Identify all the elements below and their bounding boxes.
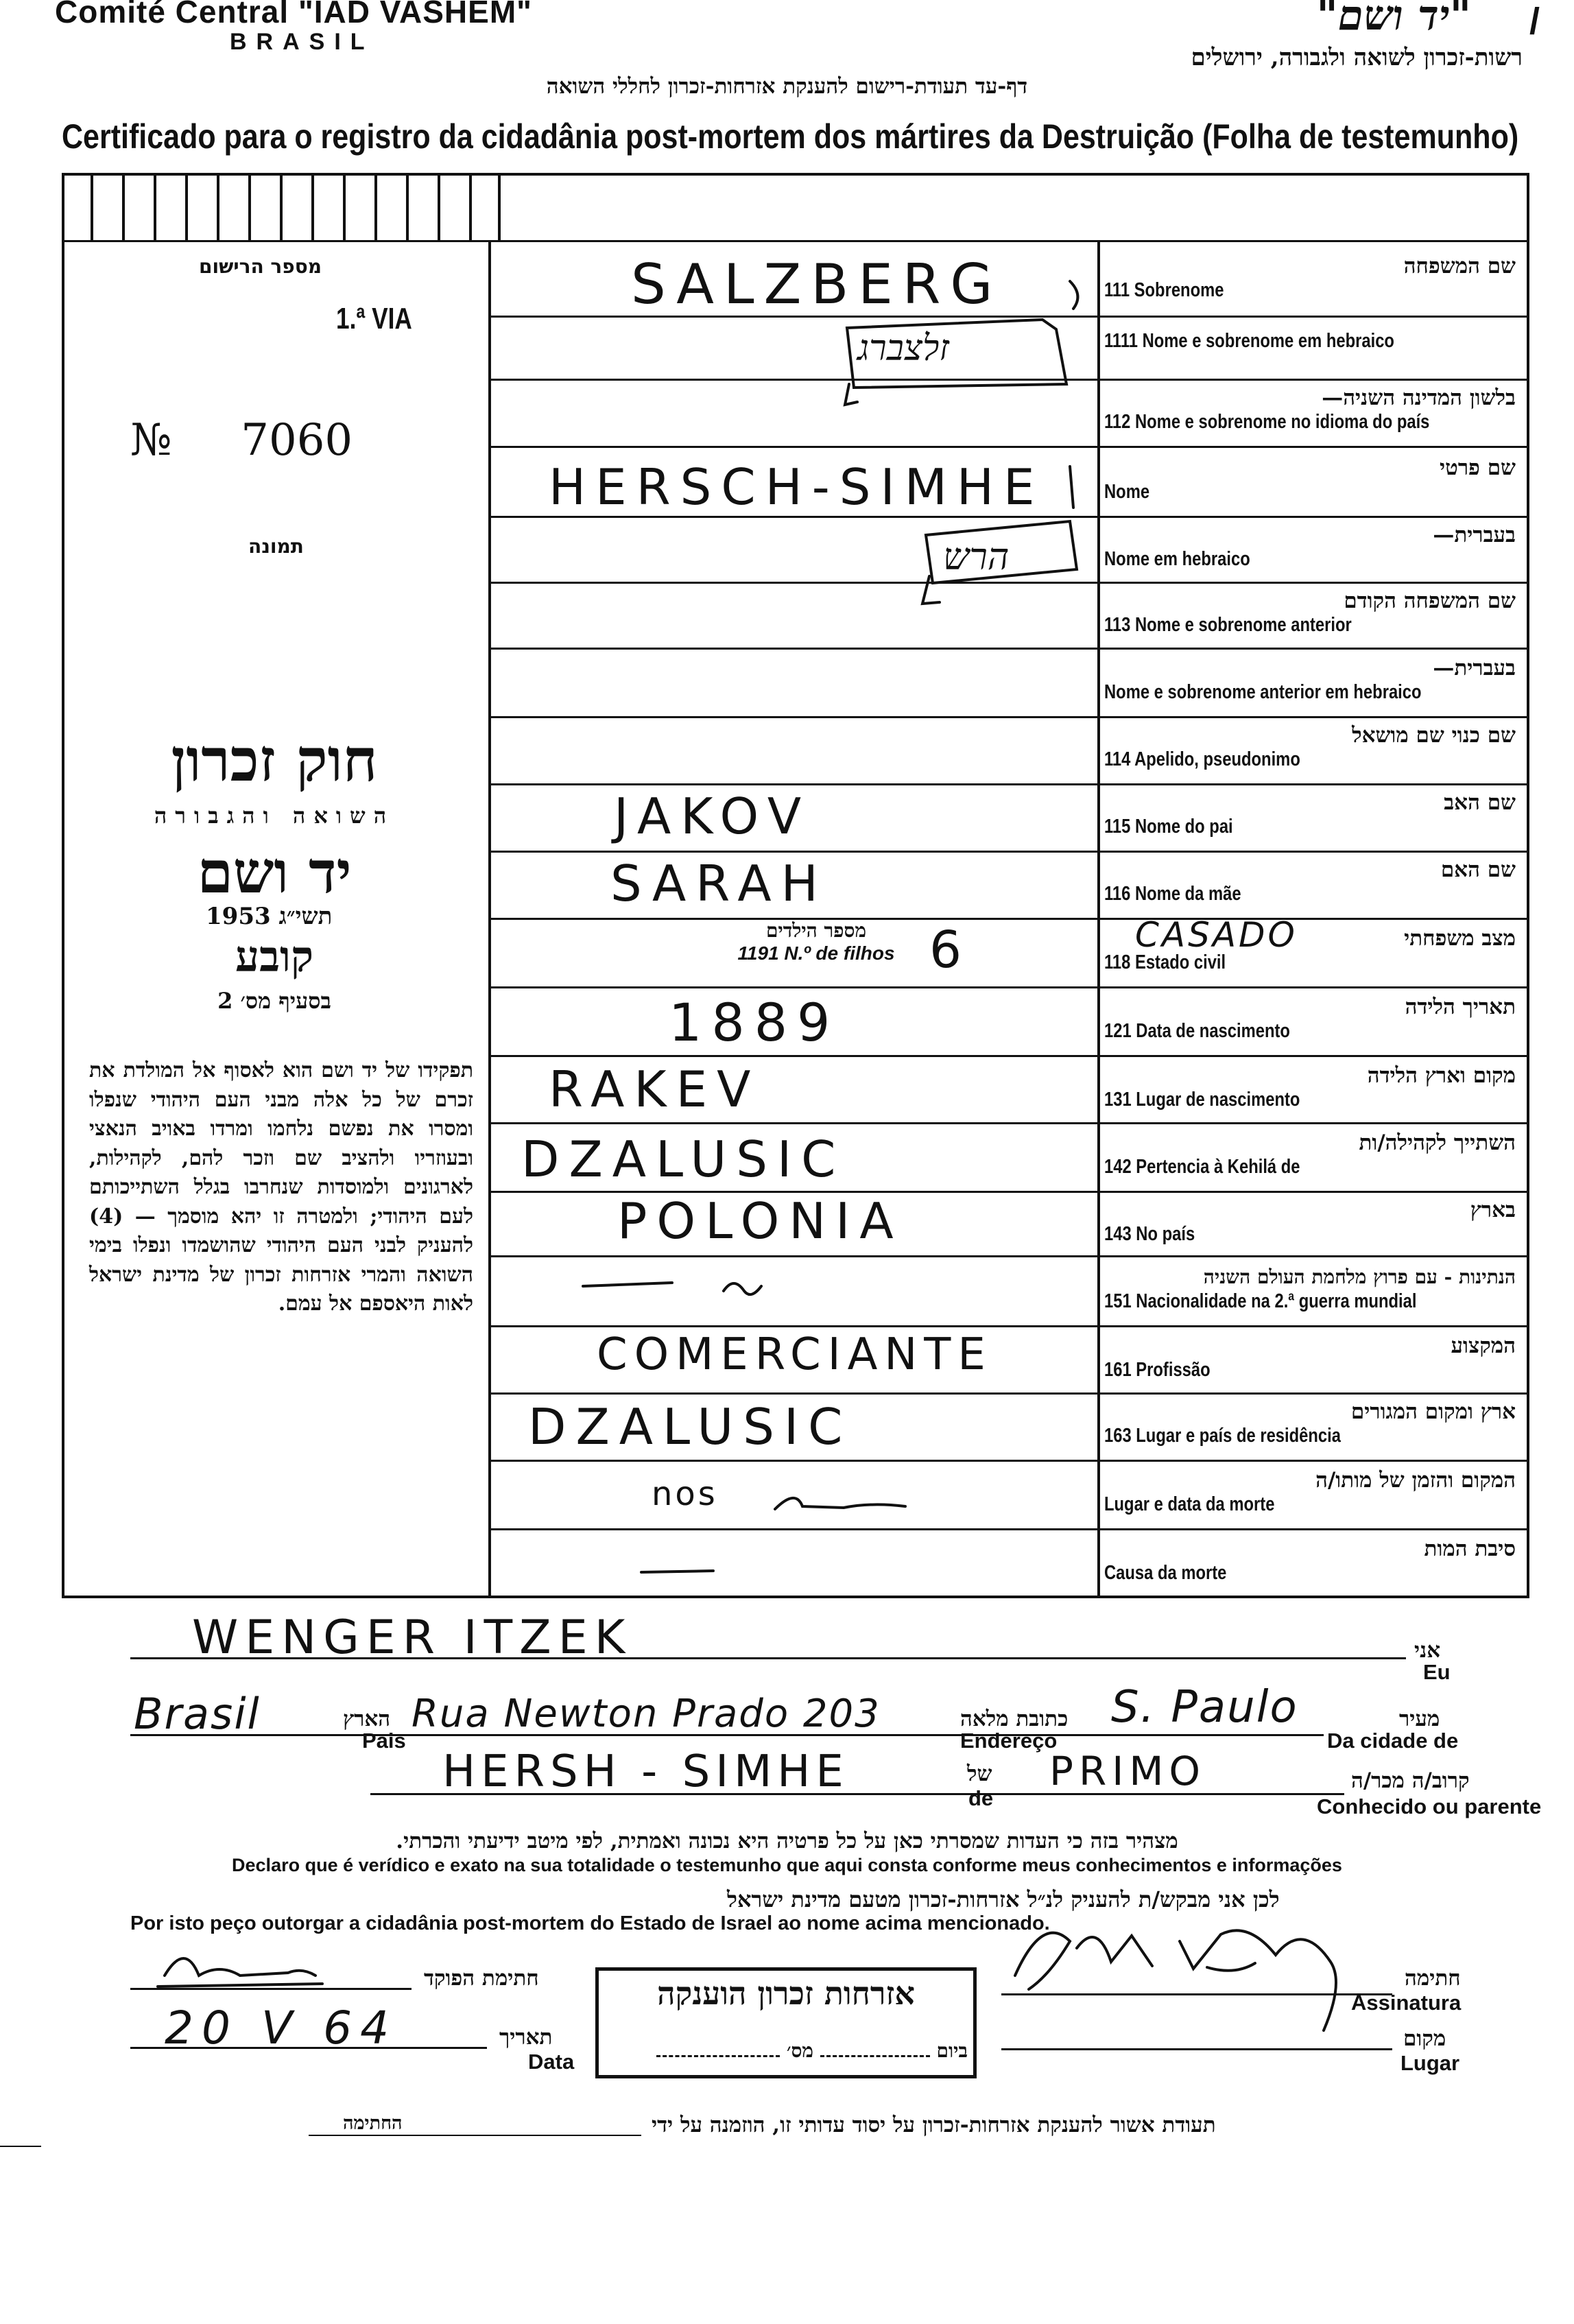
field-label-portuguese: 121 Data de nascimento bbox=[1104, 1020, 1290, 1042]
entry-first-name: HERSCH-SIMHE bbox=[549, 458, 1045, 516]
organization-country: BRASIL bbox=[230, 29, 374, 55]
entry-birth-date: 1889 bbox=[669, 992, 840, 1053]
entry-surname-hebrew: זלצברג bbox=[857, 328, 949, 369]
field-label-portuguese: 118 Estado civil bbox=[1104, 951, 1226, 973]
field-label-hebrew: בעברית— bbox=[1433, 656, 1516, 680]
law-year-hebrew: תשי״ג bbox=[278, 903, 333, 930]
witness-of-hebrew: של bbox=[967, 1762, 992, 1786]
registration-number-value: 7060 bbox=[241, 415, 353, 466]
place-hebrew: מקום bbox=[1403, 2026, 1446, 2051]
authority-line: רשות-זכרון לשואה ולגבורה, ירושלים bbox=[1191, 44, 1523, 71]
field-label-hebrew: שם פרטי bbox=[1439, 455, 1516, 480]
entry-civil-status: CASADO bbox=[1135, 915, 1298, 955]
law-subtitle: השואה והגבורה bbox=[154, 803, 395, 829]
date-hebrew: תאריך bbox=[499, 2025, 553, 2050]
witness-address: Rua Newton Prado 203 bbox=[412, 1692, 881, 1736]
declaration-hebrew: מצהיר בזה כי העדות שמסרתי כאן על כל פרטיה היא נכונה ואמתית, לפי מיטב ידיעתי והכרתי. bbox=[396, 1829, 1178, 1853]
field-label-portuguese: 131 Lugar de nascimento bbox=[1104, 1089, 1300, 1111]
law-paragraph: תפקידו של יד ושם הוא לאסוף אל המולדת את זכרם של כל אלה מבני העם היהודי שנפלו ומסרו את נפשם נלחמו ומרדו באויב הנאצי ובעוזריו ולהציב שם וזכר להם, לקהילות, לארגונים ולמוסדות שנחרבו בגלל השתייכותם לעם היהודי; ולמטרה זו יהא מוסמך — (4) להעניק לבני העם היהודי שהושמדו ונפלו בימי השואה והמרי אזרחות זכרון של מדינת ישראל לאות היאספם אל עמם. bbox=[89, 1058, 473, 1316]
field-label-hebrew: המקצוע bbox=[1451, 1333, 1516, 1358]
entry-birth-place: RAKEV bbox=[549, 1060, 761, 1118]
field-label-hebrew: השתייך לקהילה/ות bbox=[1359, 1130, 1516, 1155]
field-label-portuguese: Nome em hebraico bbox=[1104, 548, 1250, 570]
field-label-hebrew: בארץ bbox=[1470, 1198, 1516, 1222]
witness-name: WENGER ITZEK bbox=[192, 1611, 632, 1665]
witness-city-hebrew: מעיר bbox=[1399, 1707, 1440, 1731]
witness-relative-name: HERSH - SIMHE bbox=[442, 1746, 849, 1797]
official-signature-scribble bbox=[165, 1958, 315, 1976]
place-label: Lugar bbox=[1400, 2051, 1460, 2075]
field-label-hebrew: בעברית— bbox=[1433, 523, 1516, 547]
field-label-portuguese: 115 Nome do pai bbox=[1104, 816, 1233, 838]
organization-name: Comité Central "IAD VASHEM" bbox=[55, 0, 532, 29]
field-label-hebrew: סיבת המות bbox=[1424, 1537, 1516, 1561]
witness-relation-label: Conhecido ou parente bbox=[1317, 1794, 1542, 1818]
entry-profession: COMERCIANTE bbox=[597, 1329, 992, 1380]
entry-mother: SARAH bbox=[610, 855, 828, 912]
entry-residence: DZALUSIC bbox=[528, 1398, 852, 1456]
witness-of-label: de bbox=[968, 1786, 994, 1810]
witness-country-hebrew: הארץ bbox=[343, 1707, 391, 1731]
witness-address-label: Endereço bbox=[960, 1729, 1058, 1753]
official-signature-hebrew: חתימת הפוקד bbox=[424, 1966, 539, 1991]
number-sign: № bbox=[130, 415, 172, 466]
witness-country: Brasil bbox=[134, 1689, 261, 1739]
field-label-portuguese: 151 Nacionalidade na 2.ª guerra mundial bbox=[1104, 1290, 1417, 1312]
field-label-hebrew: שם כנוי שם מושאל bbox=[1352, 723, 1516, 748]
witness-address-hebrew: כתובת מלאה bbox=[960, 1707, 1069, 1731]
stamp-number-label: מס׳ bbox=[787, 2039, 814, 2062]
witness-city: S. Paulo bbox=[1111, 1682, 1298, 1733]
field-label-hebrew: בלשון המדינה השניה— bbox=[1322, 386, 1516, 410]
field-label-hebrew: מקום וארץ הלידה bbox=[1367, 1063, 1516, 1088]
signature-label: Assinatura bbox=[1351, 1991, 1462, 2015]
yad-vashem-heading: "יד ושם" bbox=[1316, 0, 1471, 40]
field-label-portuguese: Lugar e data da morte bbox=[1104, 1493, 1275, 1515]
entry-children-count: 6 bbox=[929, 921, 972, 980]
field-label-portuguese: 143 No país bbox=[1104, 1223, 1195, 1245]
field-label-portuguese: 163 Lugar e país de residência bbox=[1104, 1425, 1341, 1447]
law-declares: קובע bbox=[235, 932, 313, 982]
field-label-portuguese: 114 Apelido, pseudonimo bbox=[1104, 748, 1300, 770]
entry-kehila: DZALUSIC bbox=[521, 1130, 846, 1188]
field-label-portuguese: 111 Sobrenome bbox=[1104, 279, 1224, 301]
witness-i-hebrew: אני bbox=[1414, 1638, 1441, 1663]
children-label-hebrew: מספר הילדים bbox=[765, 919, 867, 942]
page-title-hebrew: דף-עד תעודת-רישום להענקת אזרחות-זכרון לחללי השואה bbox=[546, 74, 1028, 99]
declaration-portuguese: Declaro que é verídico e exato na sua totalidade o testemunho que aqui consta conforme meus conhecimentos e informações bbox=[232, 1855, 1342, 1875]
field-label-hebrew: ארץ ומקום המגורים bbox=[1350, 1399, 1516, 1424]
witness-signature bbox=[1015, 1930, 1336, 2030]
field-label-hebrew: שם המשפחה הקודם bbox=[1344, 589, 1516, 613]
field-label-portuguese: 112 Nome e sobrenome no idioma do país bbox=[1104, 411, 1430, 433]
field-label-portuguese: 142 Pertencia à Kehilá de bbox=[1104, 1156, 1300, 1178]
witness-relation-hebrew: קרוב/ה מכר/ה bbox=[1351, 1768, 1470, 1793]
field-label-portuguese: Causa da morte bbox=[1104, 1562, 1227, 1584]
corner-mark: / bbox=[1529, 1, 1540, 42]
stamp-title: אזרחות זכרון הוענקה bbox=[657, 1975, 915, 2012]
field-label-hebrew: תאריך הלידה bbox=[1405, 995, 1516, 1019]
field-label-hebrew: שם האם bbox=[1440, 857, 1516, 882]
copy-label: 1.ª VIA bbox=[336, 302, 412, 335]
page-title-portuguese: Certificado para o registro da cidadânia post-mortem dos mártires da Destruição (Folha de testemunho) bbox=[62, 117, 1519, 156]
registration-number-label: מספר הרישום bbox=[199, 255, 322, 278]
field-label-portuguese: Nome bbox=[1104, 481, 1150, 503]
entry-country: POLONIA bbox=[617, 1192, 903, 1250]
footer-certificate-hebrew: תעודת אשור להענקת אזרחות-זכרון על יסוד עדותי זו, הוזמנה על ידי bbox=[652, 2113, 1216, 2137]
request-hebrew: לכן אני מבקש/ת להעניק לנ״ל אזרחות-זכרון מטעם מדינת ישראל bbox=[727, 1886, 1280, 1912]
request-portuguese: Por isto peço outorgar a cidadânia post-mortem do Estado de Israel ao nome acima mencionado. bbox=[130, 1912, 1050, 1934]
field-label-portuguese: 161 Profissão bbox=[1104, 1359, 1211, 1381]
entry-death: nos bbox=[652, 1475, 718, 1513]
entry-first-name-hebrew: הרש bbox=[943, 535, 1010, 578]
field-label-portuguese: 1111 Nome e sobrenome em hebraico bbox=[1104, 330, 1394, 352]
field-label-hebrew: מצב משפחתי bbox=[1404, 926, 1516, 951]
footer-signature-hebrew: החתימה bbox=[343, 2113, 403, 2134]
law-title: חוק זכרון bbox=[171, 726, 378, 795]
stamp-date-label: ביום bbox=[936, 2039, 968, 2062]
field-label-portuguese: 113 Nome e sobrenome anterior bbox=[1104, 614, 1352, 636]
witness-city-label: Da cidade de bbox=[1327, 1729, 1459, 1753]
signature-date-value: 20 V 64 bbox=[165, 2002, 398, 2054]
law-year-value: 1953 bbox=[206, 903, 271, 930]
law-section: בסעיף מס׳ 2 bbox=[217, 988, 331, 1014]
law-name: יד ושם bbox=[197, 838, 352, 906]
signature-hebrew: חתימה bbox=[1405, 1966, 1461, 1991]
children-label-portuguese: 1191 N.º de filhos bbox=[737, 942, 895, 964]
left-margin-mark bbox=[0, 2146, 41, 2147]
field-label-hebrew: המקום והזמן של מותו/ה bbox=[1315, 1468, 1516, 1493]
witness-relation: PRIMO bbox=[1049, 1748, 1206, 1794]
field-label-hebrew: הנתינות - עם פרוץ מלחמת העולם השניה bbox=[1203, 1266, 1516, 1288]
entry-surname: SALZBERG bbox=[631, 252, 1003, 316]
field-label-hebrew: שם האב bbox=[1444, 790, 1516, 815]
photo-label: תמונה bbox=[248, 535, 304, 558]
witness-country-label: Pais bbox=[362, 1729, 406, 1753]
field-label-portuguese: 116 Nome da mãe bbox=[1104, 883, 1241, 905]
entry-father: JAKOV bbox=[614, 787, 811, 845]
date-label: Data bbox=[528, 2050, 575, 2074]
field-label-hebrew: שם המשפחה bbox=[1403, 254, 1516, 278]
footer-signature-line bbox=[309, 2135, 641, 2136]
field-label-portuguese: Nome e sobrenome anterior em hebraico bbox=[1104, 681, 1422, 703]
witness-i-label: Eu bbox=[1423, 1660, 1451, 1684]
